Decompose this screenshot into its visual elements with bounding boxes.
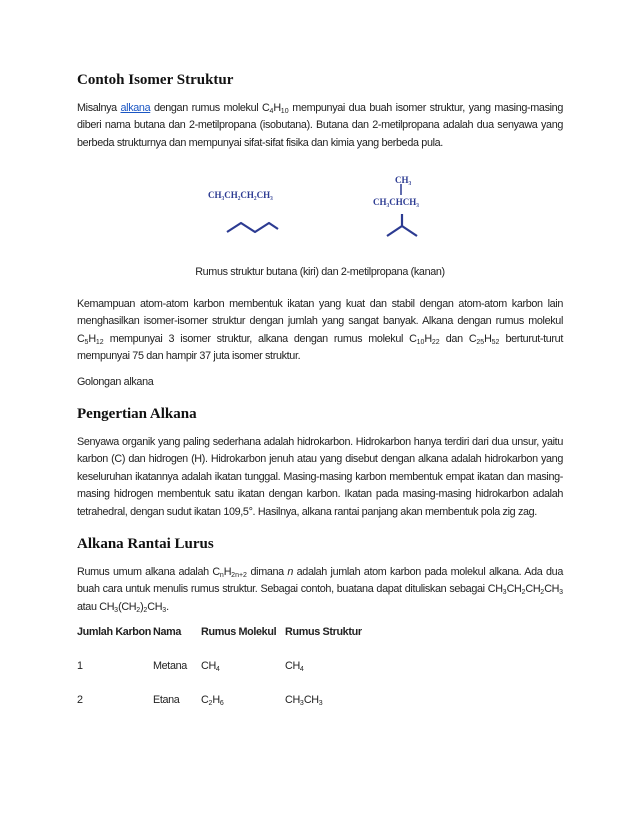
cell-rumus-molekul: [201, 658, 285, 692]
text-run: dengan rumus molekul C: [150, 101, 270, 114]
subscript: 2: [540, 589, 545, 596]
text-run: H: [223, 565, 232, 578]
subscript: 2: [208, 700, 213, 707]
cell-nama: Etana: [153, 694, 180, 706]
heading-pengertian-alkana: Pengertian Alkana: [77, 406, 197, 422]
text-run: dan C: [439, 332, 477, 345]
paragraph-isomer-count: [77, 296, 563, 366]
isobutane-skeleton-drawing: [383, 212, 421, 240]
italic-n: n: [287, 565, 294, 578]
subscript: 4: [215, 666, 220, 673]
text-run: H: [212, 694, 220, 706]
heading-contoh-isomer: Contoh Isomer Struktur: [77, 72, 234, 88]
subscript: 2n+2: [231, 571, 247, 579]
cell-rumus-struktur: [285, 692, 385, 726]
text-run: H: [88, 332, 96, 345]
figure-caption: Rumus struktur butana (kiri) dan 2-metilpropana (kanan): [195, 266, 445, 278]
text-run: H: [273, 101, 281, 114]
paragraph-rumus-umum: [77, 564, 563, 617]
text-run: CH: [285, 694, 300, 706]
subscript: 6: [219, 700, 224, 707]
text-run: H: [424, 332, 432, 345]
header-nama: Nama: [153, 626, 182, 638]
heading-alkana-rantai-lurus: Alkana Rantai Lurus: [77, 536, 214, 552]
text-run: mempunyai dua buah isomer struktur, yang masing-masing diberi nama butana dan 2-metilpropana (isobutana). Butana dan 2-metilpropana adalah dua senyawa yang berbeda strukturnya dan mempunyai sifat-sifat fisika dan kimia yang berbeda pula.: [77, 101, 563, 149]
table-row: [77, 658, 385, 692]
text-run: atau CH: [77, 600, 115, 613]
text-run: Kemampuan atom-atom karbon membentuk ikatan yang kuat dan stabil dengan atom-atom karbon lain menghasilkan isomer-isomer struktur dengan jumlah yang sangat banyak. Alkana dengan rumus molekul C: [77, 297, 563, 345]
alkane-table: [77, 624, 385, 726]
isobutane-formula: CH₃CHCH₃: [373, 197, 419, 207]
cell-nama: Metana: [153, 660, 187, 672]
table-row: [77, 692, 385, 726]
subscript: 5: [84, 338, 89, 346]
subscript: 3: [318, 700, 323, 707]
subscript: 12: [95, 338, 104, 346]
text-run: CH: [147, 600, 163, 613]
text-run: CH: [506, 583, 522, 595]
paragraph-isomer-intro: [77, 100, 563, 153]
butane-formula: CH₃CH₂CH₂CH₃: [208, 190, 273, 200]
structure-figure: [77, 164, 563, 264]
cell-jumlah-karbon: 2: [77, 694, 83, 706]
header-rumus-struktur: Rumus Struktur: [285, 626, 362, 638]
text-run: adalah jumlah atom karbon pada molekul alkana. Ada dua buah cara untuk menulis rumus struktur. Sebagai contoh, buatana dapat dituliskan sebagai CH: [77, 565, 563, 595]
header-jumlah-karbon: Jumlah Karbon: [77, 626, 152, 638]
subscript: 10: [416, 338, 425, 346]
text-run: CH: [525, 583, 541, 595]
alkana-link[interactable]: alkana: [120, 101, 151, 114]
document-page: [77, 60, 563, 726]
text-run: dimana: [246, 565, 288, 578]
subscript: 25: [476, 338, 485, 346]
table-header-row: [77, 624, 385, 658]
text-run: Rumus umum alkana adalah C: [77, 565, 220, 578]
text-run: (CH: [118, 600, 137, 613]
subscript: 2: [521, 589, 526, 596]
text-run: CH: [201, 660, 216, 672]
text-run: H: [484, 332, 492, 345]
subscript: 2: [136, 606, 141, 614]
text-run: mempunyai 3 isomer struktur, alkana dengan rumus molekul C: [103, 332, 417, 345]
text-run: ): [140, 600, 144, 613]
paragraph-pengertian: Senyawa organik yang paling sederhana adalah hidrokarbon. Hidrokarbon hanya terdiri dari dua unsur, yaitu karbon (C) dan hidrogen (H). Hidrokarbon jenuh atau yang disebut dengan alkana adalah hidrokarbon yang keseluruhan ikatannya adalah ikatan tunggal. Masing-masing karbon membentuk empat ikatan dan masing-masing hidrogen membentuk satu ikatan dengan karbon. Ikatan pada masing-masing hidrokarbon adalah tetrahedral, dengan sudut ikatan 109,5°. Hasilnya, alkana rantai panjang akan membentuk pola zig zag.: [77, 435, 563, 518]
isobutane-top-methyl: CH₃: [395, 175, 412, 185]
butane-zigzag-drawing: [225, 218, 280, 236]
cell-jumlah-karbon: 1: [77, 660, 83, 672]
subscript: 4: [269, 107, 274, 115]
subscript: 3: [162, 606, 167, 614]
text-run: C: [201, 694, 209, 706]
paragraph-golongan: Golongan alkana: [77, 375, 154, 388]
cell-rumus-struktur: [285, 658, 385, 692]
text-run: .: [166, 600, 169, 613]
subscript: 4: [299, 666, 304, 673]
text-run: CH: [303, 694, 319, 706]
text-run: Misalnya: [77, 101, 121, 114]
subscript: 22: [431, 338, 440, 346]
subscript: 3: [114, 606, 119, 614]
subscript: 10: [280, 107, 289, 115]
text-run: berturut-turut mempunyai 75 dan hampir 37 juta isomer struktur.: [77, 332, 563, 362]
text-run: CH: [544, 583, 560, 595]
text-run: CH: [285, 660, 300, 672]
subscript: 2: [143, 606, 148, 614]
cell-rumus-molekul: [201, 692, 285, 726]
subscript: 3: [299, 700, 304, 707]
subscript: 52: [491, 338, 500, 346]
subscript: n: [219, 571, 224, 579]
subscript: 3: [502, 589, 507, 596]
subscript: 3: [559, 589, 563, 596]
header-rumus-molekul: Rumus Molekul: [201, 626, 277, 638]
